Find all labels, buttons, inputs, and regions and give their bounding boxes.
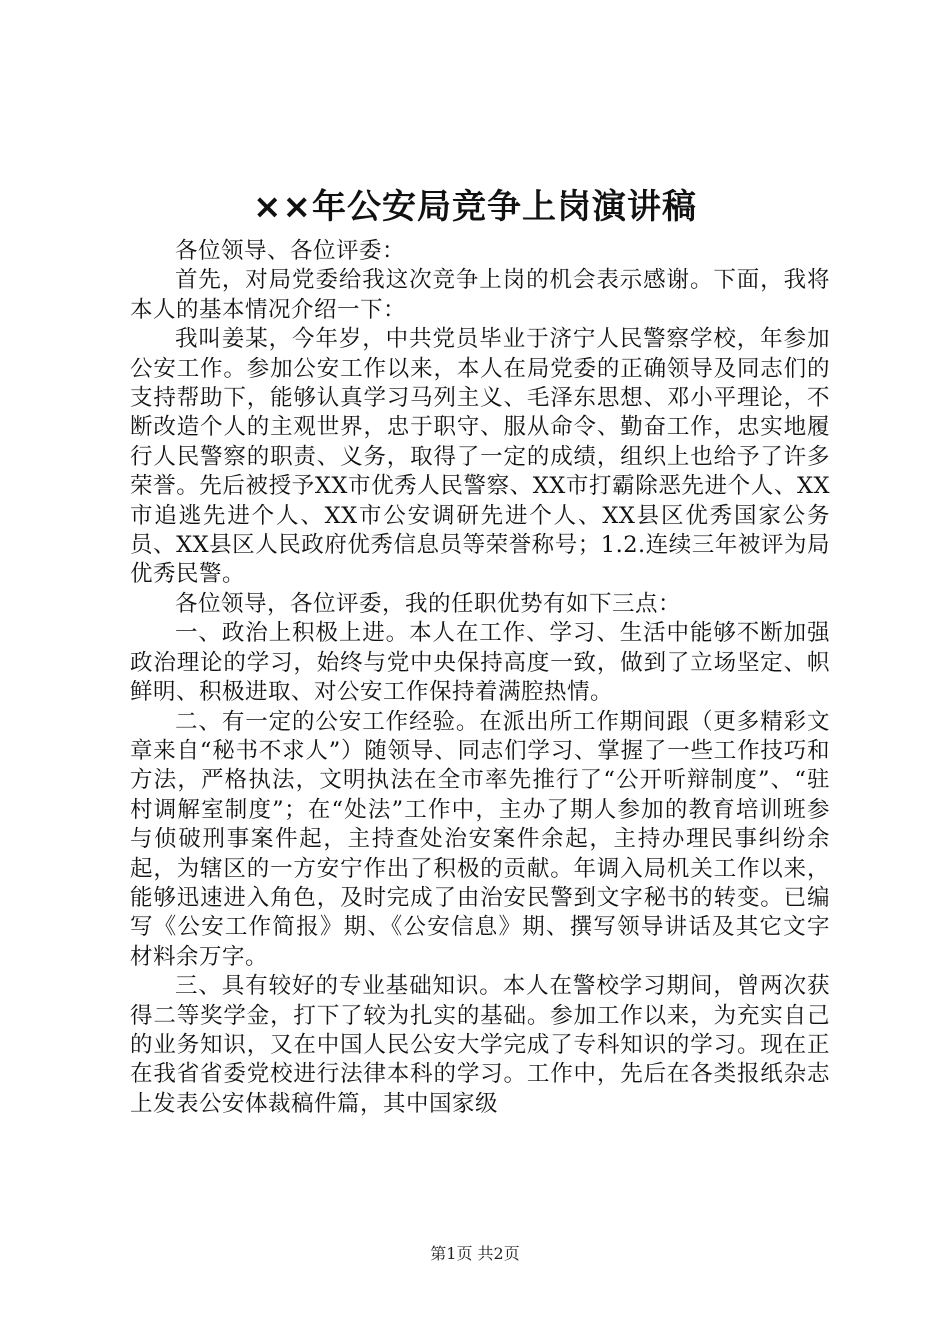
salutation-paragraph: 各位领导、各位评委： [175, 238, 406, 264]
strengths-intro-paragraph: 各位领导，各位评委，我的任职优势有如下三点： [175, 590, 682, 617]
document-body [130, 237, 830, 1119]
strength-one-paragraph: 一、政治上积极上进。本人在工作、学习、生活中能够不断加强政治理论的学习，始终与党中央保持高度一致，做到了立场坚定、帜鲜明、积极进取、对公安工作保持着满腔热情。 [130, 620, 830, 706]
strength-three-paragraph: 三、具有较好的专业基础知识。本人在警校学习期间，曾两次获得二等奖学金，打下了较为扎实的基础。参加工作以来，为充实自己的业务知识，又在中国人民公安大学完成了专科知识的学习。现在正在我省省委党校进行法律本科的学习。工作中，先后在各类报纸杂志上发表公安体裁稿件篇，其中国家级 [130, 973, 830, 1117]
document-title: ××年公安局竞争上岗演讲稿 [253, 187, 697, 227]
page-number: 第1页 共2页 [430, 1244, 520, 1263]
intro-paragraph: 首先，对局党委给我这次竞争上岗的机会表示感谢。下面，我将本人的基本情况介绍一下： [130, 267, 830, 323]
background-paragraph: 我叫姜某，今年岁，中共党员毕业于济宁人民警察学校，年参加公安工作。参加公安工作以来，本人在局党委的正确领导及同志们的支持帮助下，能够认真学习马列主义、毛泽东思想、邓小平理论，不断改造个人的主观世界，忠于职守、服从命令、勤奋工作，忠实地履行人民警察的职责、义务，取得了一定的成绩，组织上也给予了许多荣誉。先后被授予XX市优秀人民警察、XX市打霸除恶先进个人、XX市追逃先进个人、XX市公安调研先进个人、XX县区优秀国家公务员、XX县区人民政府优秀信息员等荣誉称号；1.2.连续三年被评为局优秀民警。 [130, 326, 830, 588]
strength-two-paragraph: 二、有一定的公安工作经验。在派出所工作期间跟（更多精彩文章来自“秘书不求人”）随领导、同志们学习、掌握了一些工作技巧和方法，严格执法，文明执法在全市率先推行了“公开听辩制度”、“驻村调解室制度”；在“处法”工作中，主办了期人参加的教育培训班参与侦破刑事案件起，主持查处治安案件余起，主持办理民事纠纷余起，为辖区的一方安宁作出了积极的贡献。年调入局机关工作以来，能够迅速进入角色，及时完成了由治安民警到文字秘书的转变。已编写《公安工作简报》期、《公安信息》期、撰写领导讲话及其它文字材料余万字。 [130, 708, 830, 970]
